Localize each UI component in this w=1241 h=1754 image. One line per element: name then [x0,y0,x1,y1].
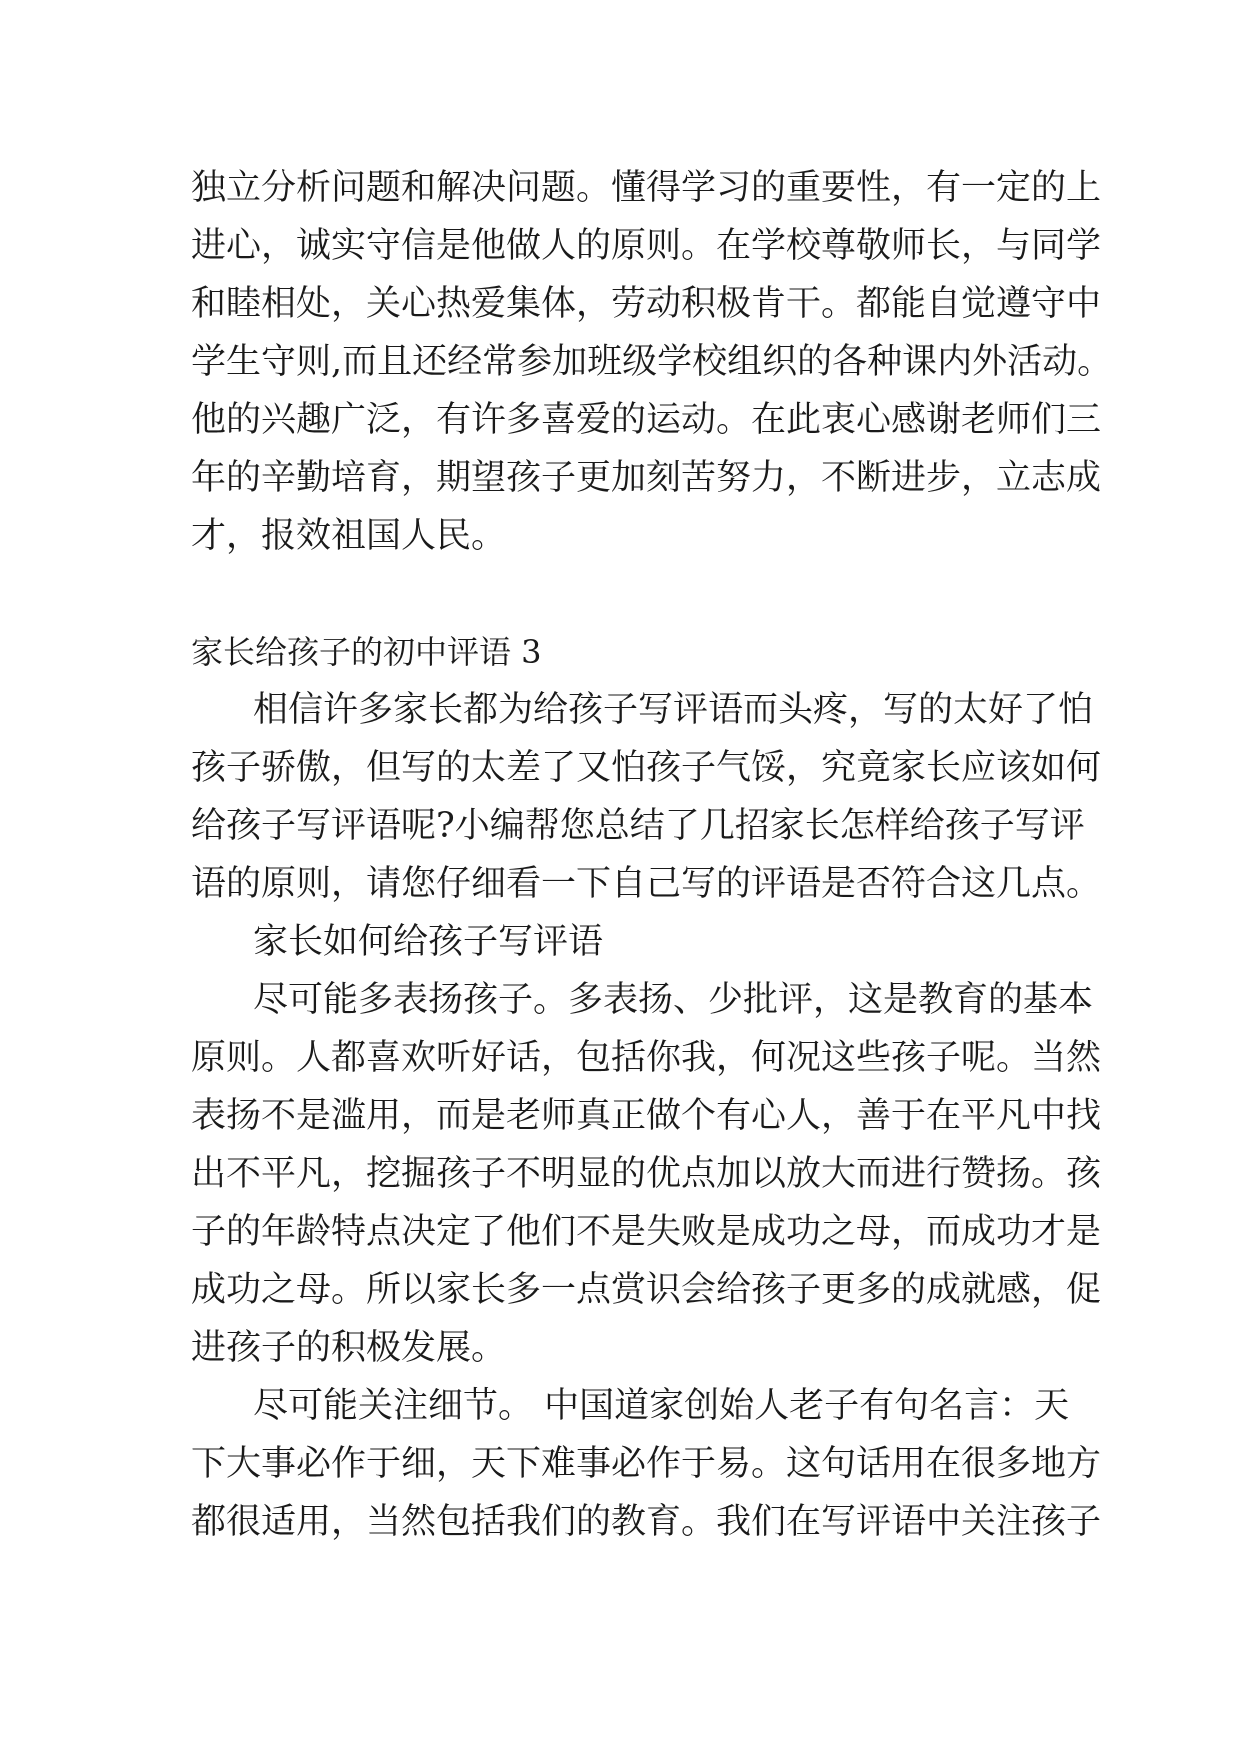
text-line: 语的原则，请您仔细看一下自己写的评语是否符合这几点。 [191,864,1102,904]
text-line: 都很适用，当然包括我们的教育。我们在写评语中关注孩子 [191,1502,1102,1542]
text-line: 尽可能多表扬孩子。多表扬、少批评，这是教育的基本 [253,980,1094,1020]
text-line: 成功之母。所以家长多一点赏识会给孩子更多的成就感，促 [191,1270,1102,1310]
text-line: 年的辛勤培育，期望孩子更加刻苦努力，不断进步，立志成 [191,458,1102,498]
text-line: 学生守则,而且还经常参加班级学校组织的各种课内外活动。 [191,342,1113,382]
text-line: 独立分析问题和解决问题。懂得学习的重要性，有一定的上 [191,168,1102,208]
text-line: 相信许多家长都为给孩子写评语而头疼，写的太好了怕 [253,690,1094,730]
text-line: 出不平凡，挖掘孩子不明显的优点加以放大而进行赞扬。孩 [191,1154,1102,1194]
text-line: 他的兴趣广泛，有许多喜爱的运动。在此衷心感谢老师们三 [191,400,1102,440]
text-line: 子的年龄特点决定了他们不是失败是成功之母，而成功才是 [191,1212,1102,1252]
subheading: 家长如何给孩子写评语 [253,922,604,962]
text-line: 尽可能关注细节。 中国道家创始人老子有句名言：天 [253,1386,1070,1426]
text-line: 才，报效祖国人民。 [191,516,507,556]
text-line: 下大事必作于细，天下难事必作于易。这句话用在很多地方 [191,1444,1102,1484]
text-line: 进孩子的积极发展。 [191,1328,507,1368]
text-line: 和睦相处，关心热爱集体，劳动积极肯干。都能自觉遵守中 [191,284,1102,324]
text-line: 表扬不是滥用，而是老师真正做个有心人，善于在平凡中找 [191,1096,1102,1136]
text-line: 原则。人都喜欢听好话，包括你我，何况这些孩子呢。当然 [191,1038,1102,1078]
text-line: 给孩子写评语呢?小编帮您总结了几招家长怎样给孩子写评 [191,806,1085,846]
text-line: 孩子骄傲，但写的太差了又怕孩子气馁，究竟家长应该如何 [191,748,1102,788]
section-heading: 家长给孩子的初中评语 3 [191,633,542,671]
text-line: 进心，诚实守信是他做人的原则。在学校尊敬师长，与同学 [191,226,1102,266]
